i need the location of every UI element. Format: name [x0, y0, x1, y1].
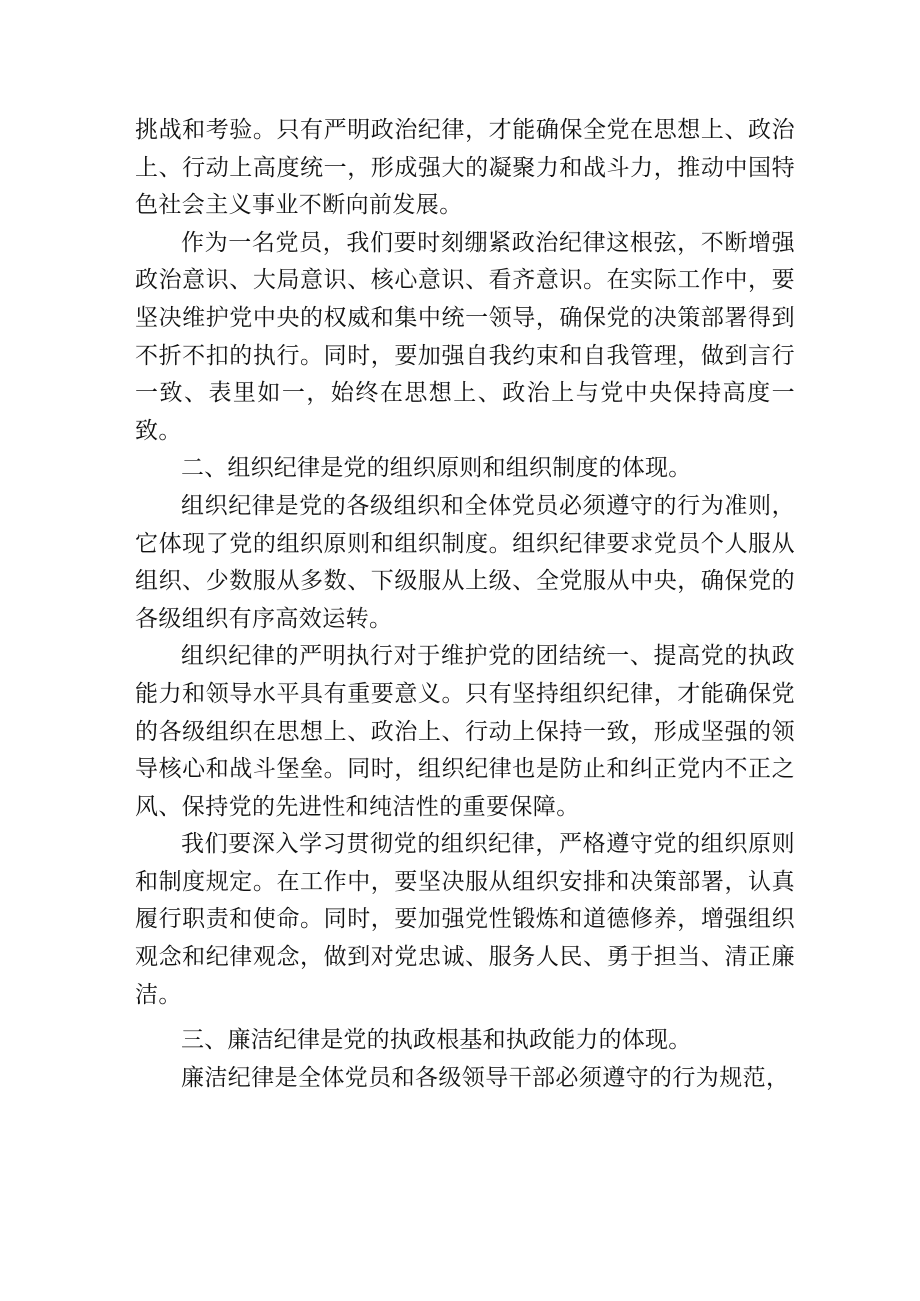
paragraph-political-discipline-duty: 作为一名党员，我们要时刻绷紧政治纪律这根弦，不断增强政治意识、大局意识、核心意识、看齐意识。在实际工作中，要坚决维护党中央的权威和集中统一领导，确保党的决策部署得到不折不扣的执行。同时，要加强自我约束和自我管理，做到言行一致、表里如一，始终在思想上、政治上与党中央保持高度一致。	[135, 229, 795, 444]
paragraph-organizational-discipline-importance: 组织纪律的严明执行对于维护党的团结统一、提高党的执政能力和领导水平具有重要意义。只有坚持组织纪律，才能确保党的各级组织在思想上、政治上、行动上保持一致，形成坚强的领导核心和战斗堡垒。同时，组织纪律也是防止和纠正党内不正之风、保持党的先进性和纯洁性的重要保障。	[135, 643, 795, 820]
paragraph-organizational-discipline-practice: 我们要深入学习贯彻党的组织纪律，严格遵守党的组织原则和制度规定。在工作中，要坚决服从组织安排和决策部署，认真履行职责和使命。同时，要加强党性锻炼和道德修养，增强组织观念和纪律观念，做到对党忠诚、服务人民、勇于担当、清正廉洁。	[135, 831, 795, 1008]
section-gap	[135, 1014, 795, 1022]
paragraph-continuation: 挑战和考验。只有严明政治纪律，才能确保全党在思想上、政治上、行动上高度统一，形成强大的凝聚力和战斗力，推动中国特色社会主义事业不断向前发展。	[135, 117, 795, 219]
document-body	[135, 112, 795, 1097]
paragraph-integrity-discipline-definition: 廉洁纪律是全体党员和各级领导干部必须遵守的行为规范，	[181, 1064, 790, 1091]
section-heading-organizational-discipline: 二、组织纪律是党的组织原则和组织制度的体现。	[181, 455, 692, 482]
section-heading-integrity-discipline: 三、廉洁纪律是党的执政根基和执政能力的体现。	[181, 1027, 692, 1054]
paragraph-organizational-discipline-definition: 组织纪律是党的各级组织和全体党员必须遵守的行为准则，它体现了党的组织原则和组织制度。组织纪律要求党员个人服从组织、少数服从多数、下级服从上级、全党服从中央，确保党的各级组织有序高效运转。	[135, 492, 795, 632]
